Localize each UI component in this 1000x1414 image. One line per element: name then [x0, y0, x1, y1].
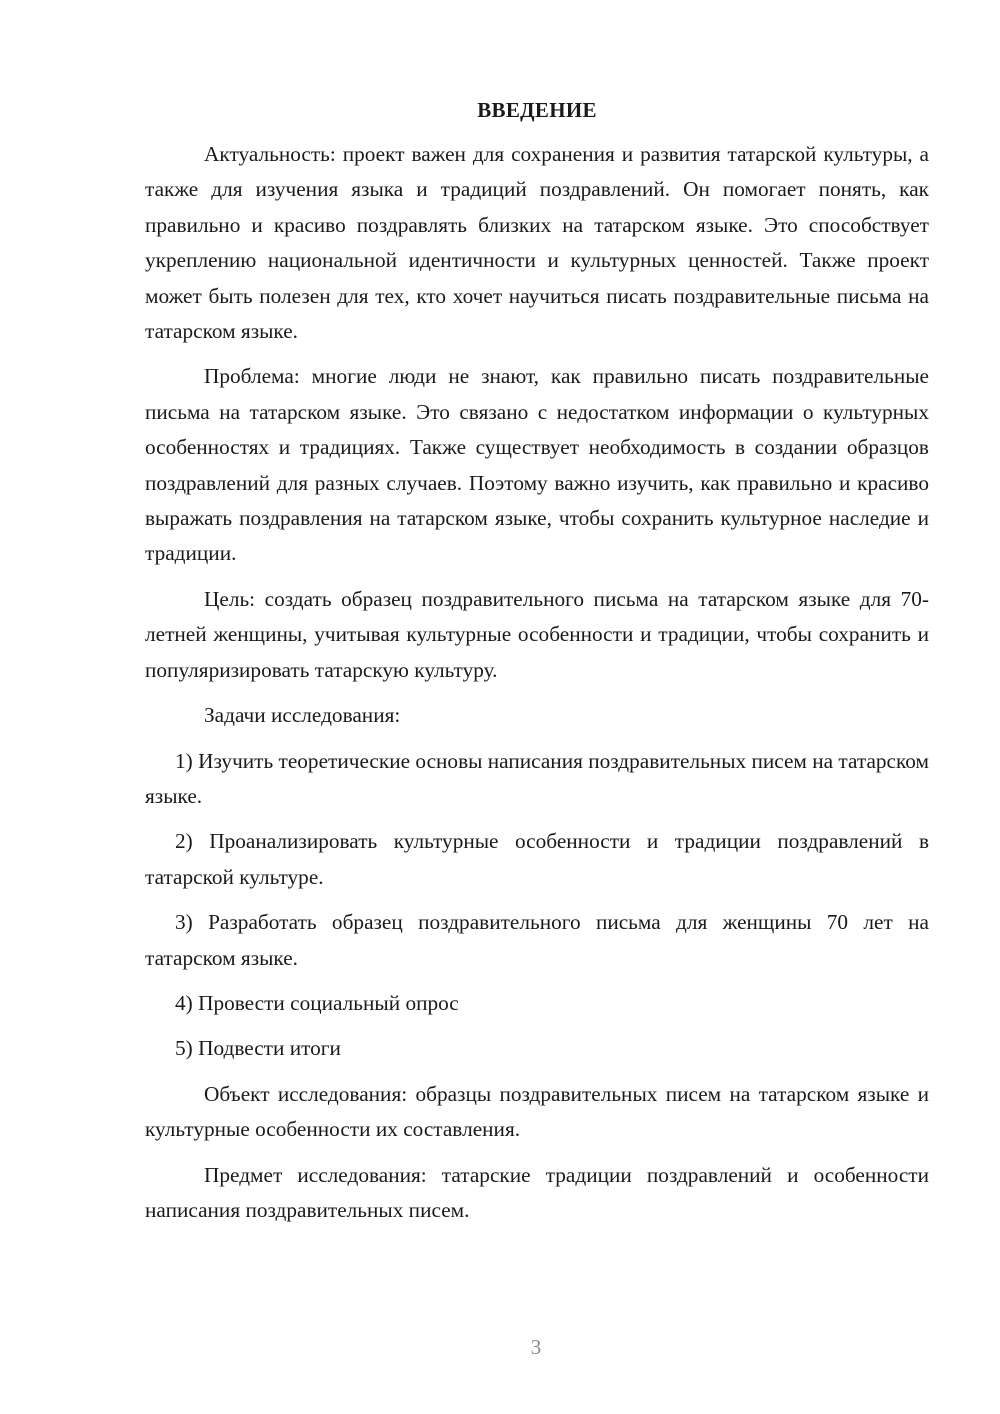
page-title: ВВЕДЕНИЕ: [477, 98, 597, 122]
list-item: 3) Разработать образец поздравительного письма для женщины 70 лет на татарском языке.: [145, 910, 929, 970]
paragraph-relevance: Актуальность: проект важен для сохранения и развития татарской культуры, а также для изучения языка и традиций поздравлений. Он помогает понять, как правильно и красиво поздравлять близких на татарском языке. Это способствует укреплению национальной идентичности и культурных ценностей. Также проект может быть полезен для тех, кто хочет научиться писать поздравительные письма на татарском языке.: [145, 142, 929, 344]
tasks-heading: Задачи исследования:: [204, 703, 401, 728]
paragraph-object: Объект исследования: образцы поздравительных писем на татарском языке и культурные особенности их составления.: [145, 1081, 929, 1142]
paragraph-problem: Проблема: многие люди не знают, как правильно писать поздравительные письма на татарском языке. Это связано с недостатком информации о культурных особенностях и традициях. Также существует необходимость в создании образцов поздравлений для разных случаев. Поэтому важно изучить, как правильно и красиво выражать поздравления на татарском языке, чтобы сохранить культурное наследие и традиции.: [145, 364, 929, 566]
list-item: 2) Проанализировать культурные особенности и традиции поздравлений в татарской культуре.: [145, 829, 929, 889]
list-item: 5) Подвести итоги: [175, 1036, 341, 1061]
paragraph-goal: Цель: создать образец поздравительного письма на татарском языке для 70-летней женщины, учитывая культурные особенности и традиции, чтобы сохранить и популяризировать татарскую культуру.: [145, 586, 929, 682]
tasks-list: [145, 744, 929, 1067]
paragraph-subject: Предмет исследования: татарские традиции поздравлений и особенности написания поздравительных писем.: [145, 1162, 929, 1222]
document-page: [145, 92, 929, 1228]
list-item: 4) Провести социальный опрос: [175, 990, 459, 1015]
page-number: 3: [530, 1335, 542, 1359]
list-item: 1) Изучить теоретические основы написания поздравительных писем на татарском языке.: [145, 748, 929, 808]
